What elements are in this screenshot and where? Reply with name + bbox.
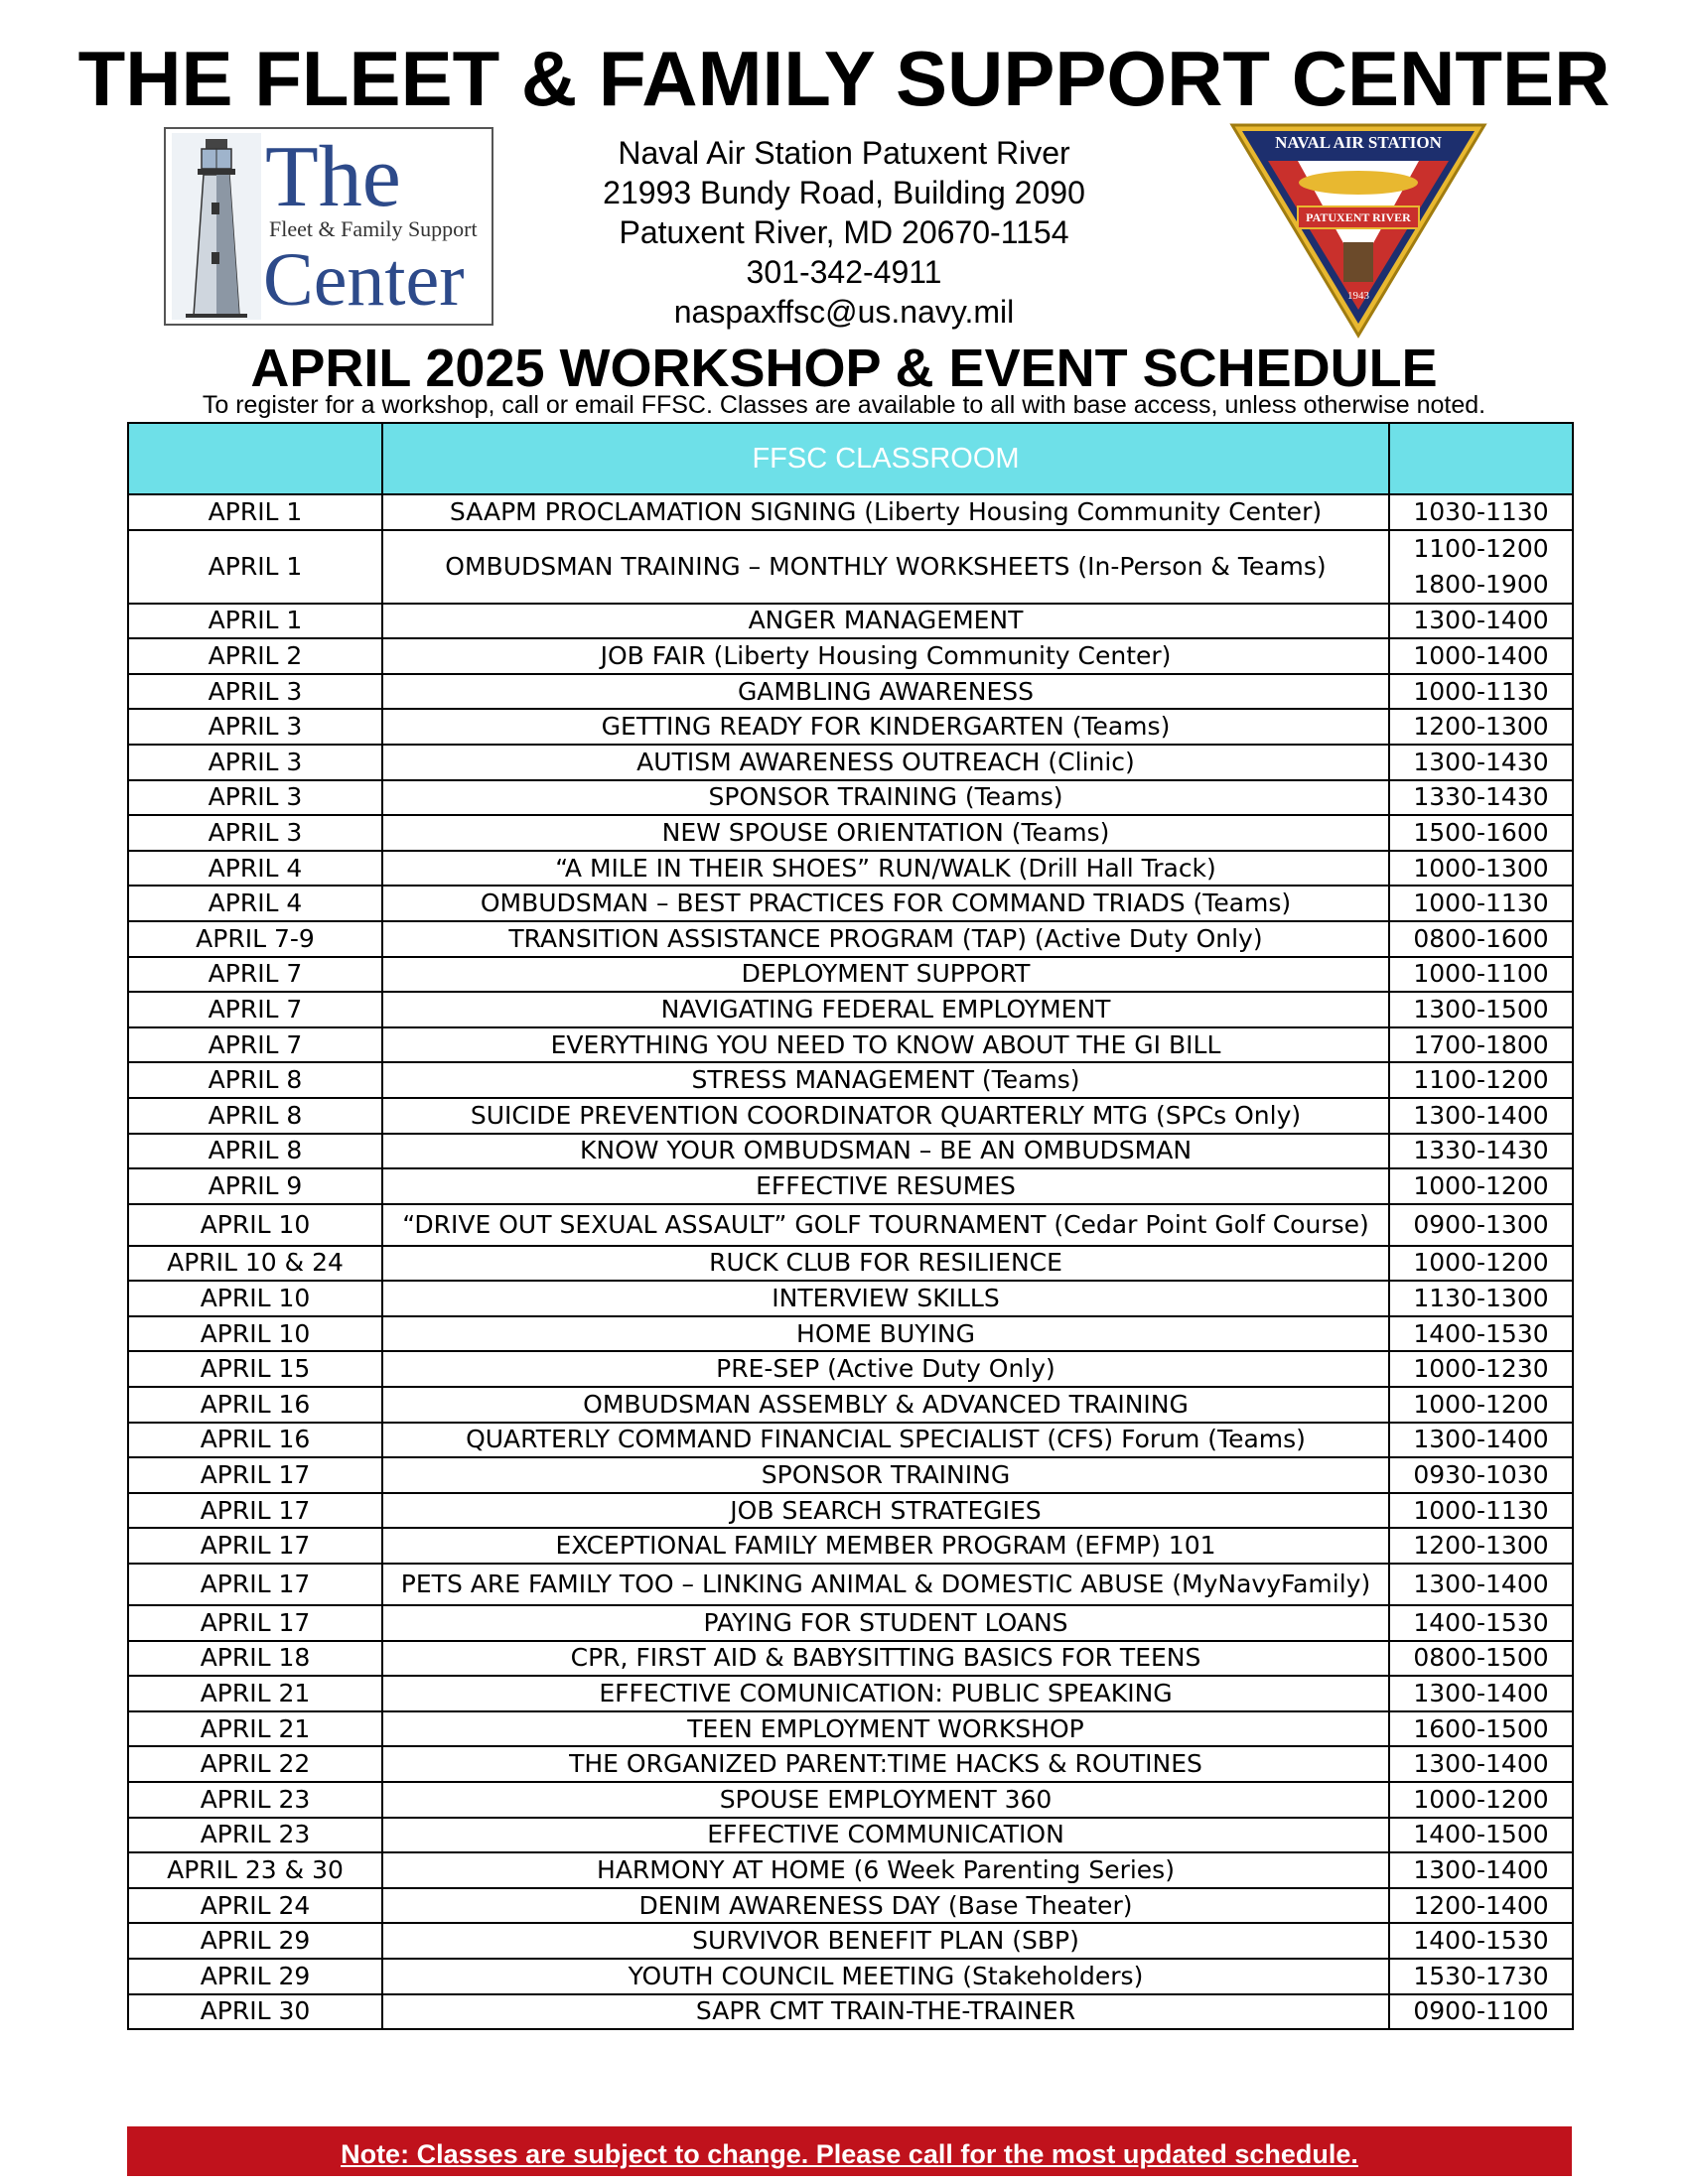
event-name: YOUTH COUNCIL MEETING (Stakeholders) bbox=[382, 1959, 1389, 1994]
event-date: APRIL 10 bbox=[128, 1281, 382, 1316]
event-name: OMBUDSMAN TRAINING – MONTHLY WORKSHEETS (In-Person & Teams) bbox=[382, 530, 1389, 604]
event-date: APRIL 17 bbox=[128, 1528, 382, 1564]
table-row bbox=[128, 780, 1573, 816]
event-time: 0900-1100 bbox=[1389, 1994, 1573, 2030]
logo-the-text: The bbox=[265, 129, 401, 225]
event-time: 0930-1030 bbox=[1389, 1457, 1573, 1493]
event-date: APRIL 29 bbox=[128, 1923, 382, 1959]
event-date: APRIL 3 bbox=[128, 709, 382, 745]
event-time: 1300-1400 bbox=[1389, 1746, 1573, 1782]
phone-number: 301-342-4911 bbox=[746, 254, 942, 290]
seal-top-text: NAVAL AIR STATION bbox=[1275, 133, 1442, 152]
event-date: APRIL 16 bbox=[128, 1387, 382, 1423]
event-time: 1000-1130 bbox=[1389, 674, 1573, 710]
event-time: 1000-1230 bbox=[1389, 1351, 1573, 1387]
event-time: 1300-1500 bbox=[1389, 992, 1573, 1027]
event-name: HOME BUYING bbox=[382, 1316, 1389, 1352]
table-row bbox=[128, 1746, 1573, 1782]
table-row bbox=[128, 1676, 1573, 1711]
event-date: APRIL 1 bbox=[128, 604, 382, 639]
table-row bbox=[128, 1641, 1573, 1677]
event-date: APRIL 30 bbox=[128, 1994, 382, 2030]
event-name: GAMBLING AWARENESS bbox=[382, 674, 1389, 710]
event-time-second: 1800-1900 bbox=[1413, 569, 1549, 599]
table-row bbox=[128, 494, 1573, 530]
event-name: JOB FAIR (Liberty Housing Community Center) bbox=[382, 638, 1389, 674]
event-time: 1200-1300 bbox=[1389, 1528, 1573, 1564]
event-time: 1400-1530 bbox=[1389, 1316, 1573, 1352]
table-row bbox=[128, 992, 1573, 1027]
event-name: HARMONY AT HOME (6 Week Parenting Series) bbox=[382, 1852, 1389, 1888]
table-row bbox=[128, 1316, 1573, 1352]
event-name: NAVIGATING FEDERAL EMPLOYMENT bbox=[382, 992, 1389, 1027]
event-time: 1100-1200 bbox=[1389, 1062, 1573, 1098]
table-row bbox=[128, 1711, 1573, 1747]
event-name: RUCK CLUB FOR RESILIENCE bbox=[382, 1246, 1389, 1282]
table-row bbox=[128, 815, 1573, 851]
event-time: 1200-1400 bbox=[1389, 1888, 1573, 1924]
table-row bbox=[128, 1351, 1573, 1387]
event-date: APRIL 15 bbox=[128, 1351, 382, 1387]
event-name: JOB SEARCH STRATEGIES bbox=[382, 1493, 1389, 1529]
event-time-first: 1100-1200 bbox=[1413, 533, 1549, 563]
event-date: APRIL 7 bbox=[128, 1027, 382, 1063]
page-title: THE FLEET & FAMILY SUPPORT CENTER bbox=[77, 35, 1611, 122]
event-time: 1600-1500 bbox=[1389, 1711, 1573, 1747]
event-time: 0800-1600 bbox=[1389, 921, 1573, 957]
event-name: SPOUSE EMPLOYMENT 360 bbox=[382, 1782, 1389, 1818]
event-date: APRIL 3 bbox=[128, 780, 382, 816]
seal-year: 1943 bbox=[1347, 290, 1369, 302]
table-row bbox=[128, 851, 1573, 887]
event-time: 1000-1130 bbox=[1389, 1493, 1573, 1529]
event-name: THE ORGANIZED PARENT:TIME HACKS & ROUTINES bbox=[382, 1746, 1389, 1782]
event-name: EFFECTIVE COMMUNICATION bbox=[382, 1818, 1389, 1853]
event-name: SAAPM PROCLAMATION SIGNING (Liberty Housing Community Center) bbox=[382, 494, 1389, 530]
table-row bbox=[128, 1818, 1573, 1853]
event-time: 1000-1400 bbox=[1389, 638, 1573, 674]
event-name: DEPLOYMENT SUPPORT bbox=[382, 957, 1389, 993]
event-date: APRIL 21 bbox=[128, 1711, 382, 1747]
event-time: 1030-1130 bbox=[1389, 494, 1573, 530]
table-row bbox=[128, 1423, 1573, 1458]
event-time: 1000-1200 bbox=[1389, 1387, 1573, 1423]
event-time: 1000-1200 bbox=[1389, 1246, 1573, 1282]
table-row bbox=[128, 1605, 1573, 1641]
event-name: NEW SPOUSE ORIENTATION (Teams) bbox=[382, 815, 1389, 851]
table-row bbox=[128, 1923, 1573, 1959]
table-header-row bbox=[128, 423, 1573, 494]
event-name: SPONSOR TRAINING (Teams) bbox=[382, 780, 1389, 816]
event-time: 1300-1400 bbox=[1389, 1852, 1573, 1888]
table-row bbox=[128, 1564, 1573, 1605]
event-name: OMBUDSMAN – BEST PRACTICES FOR COMMAND TRIADS (Teams) bbox=[382, 886, 1389, 921]
header-time-cell bbox=[1389, 423, 1573, 494]
table-row bbox=[128, 709, 1573, 745]
event-date: APRIL 10 bbox=[128, 1204, 382, 1246]
event-time: 1530-1730 bbox=[1389, 1959, 1573, 1994]
table-row bbox=[128, 1134, 1573, 1169]
event-time: 1300-1400 bbox=[1389, 604, 1573, 639]
event-name: TRANSITION ASSISTANCE PROGRAM (TAP) (Active Duty Only) bbox=[382, 921, 1389, 957]
event-time: 1300-1400 bbox=[1389, 1423, 1573, 1458]
table-row bbox=[128, 1168, 1573, 1204]
event-name: “DRIVE OUT SEXUAL ASSAULT” GOLF TOURNAMENT (Cedar Point Golf Course) bbox=[382, 1204, 1389, 1246]
table-row bbox=[128, 1493, 1573, 1529]
event-time: 1700-1800 bbox=[1389, 1027, 1573, 1063]
table-row bbox=[128, 1528, 1573, 1564]
address-line-2: 21993 Bundy Road, Building 2090 bbox=[603, 175, 1085, 210]
event-date: APRIL 23 & 30 bbox=[128, 1852, 382, 1888]
register-note: To register for a workshop, call or email FFSC. Classes are available to all with base access, unless otherwise noted. bbox=[202, 391, 1486, 419]
event-date: APRIL 8 bbox=[128, 1134, 382, 1169]
event-name: EFFECTIVE RESUMES bbox=[382, 1168, 1389, 1204]
event-date: APRIL 23 bbox=[128, 1782, 382, 1818]
schedule-table bbox=[127, 422, 1574, 2030]
event-time: 1300-1400 bbox=[1389, 1098, 1573, 1134]
event-time: 1400-1530 bbox=[1389, 1923, 1573, 1959]
event-name: SAPR CMT TRAIN-THE-TRAINER bbox=[382, 1994, 1389, 2030]
event-date: APRIL 21 bbox=[128, 1676, 382, 1711]
event-name: SUICIDE PREVENTION COORDINATOR QUARTERLY MTG (SPCs Only) bbox=[382, 1098, 1389, 1134]
event-date: APRIL 1 bbox=[128, 494, 382, 530]
event-name: PRE-SEP (Active Duty Only) bbox=[382, 1351, 1389, 1387]
event-date: APRIL 3 bbox=[128, 745, 382, 780]
table-row bbox=[128, 921, 1573, 957]
event-date: APRIL 16 bbox=[128, 1423, 382, 1458]
ffsc-logo bbox=[164, 127, 493, 326]
event-date: APRIL 7-9 bbox=[128, 921, 382, 957]
table-row bbox=[128, 1994, 1573, 2030]
table-row bbox=[128, 886, 1573, 921]
event-name: KNOW YOUR OMBUDSMAN – BE AN OMBUDSMAN bbox=[382, 1134, 1389, 1169]
schedule-title: APRIL 2025 WORKSHOP & EVENT SCHEDULE bbox=[250, 339, 1438, 398]
event-date: APRIL 9 bbox=[128, 1168, 382, 1204]
event-date: APRIL 1 bbox=[128, 530, 382, 604]
event-date: APRIL 17 bbox=[128, 1605, 382, 1641]
seal-banner-text: PATUXENT RIVER bbox=[1306, 210, 1411, 224]
event-name: AUTISM AWARENESS OUTREACH (Clinic) bbox=[382, 745, 1389, 780]
table-row bbox=[128, 674, 1573, 710]
event-time: 0900-1300 bbox=[1389, 1204, 1573, 1246]
schedule-body bbox=[128, 494, 1573, 2029]
event-name: PETS ARE FAMILY TOO – LINKING ANIMAL & DOMESTIC ABUSE (MyNavyFamily) bbox=[382, 1564, 1389, 1605]
event-name: ANGER MANAGEMENT bbox=[382, 604, 1389, 639]
table-row bbox=[128, 1246, 1573, 1282]
event-name: GETTING READY FOR KINDERGARTEN (Teams) bbox=[382, 709, 1389, 745]
email-address: naspaxffsc@us.navy.mil bbox=[673, 294, 1015, 330]
event-date: APRIL 29 bbox=[128, 1959, 382, 1994]
header-classroom-cell: FFSC CLASSROOM bbox=[382, 423, 1389, 494]
event-name: DENIM AWARENESS DAY (Base Theater) bbox=[382, 1888, 1389, 1924]
event-date: APRIL 23 bbox=[128, 1818, 382, 1853]
lighthouse-icon bbox=[172, 133, 261, 320]
event-date: APRIL 4 bbox=[128, 886, 382, 921]
table-row bbox=[128, 1888, 1573, 1924]
event-date: APRIL 8 bbox=[128, 1062, 382, 1098]
table-row bbox=[128, 1062, 1573, 1098]
event-name: SURVIVOR BENEFIT PLAN (SBP) bbox=[382, 1923, 1389, 1959]
logo-center-text: Center bbox=[263, 238, 465, 322]
event-date: APRIL 3 bbox=[128, 674, 382, 710]
event-date: APRIL 18 bbox=[128, 1641, 382, 1677]
event-time: 0800-1500 bbox=[1389, 1641, 1573, 1677]
table-row bbox=[128, 1387, 1573, 1423]
table-row bbox=[128, 957, 1573, 993]
event-time: 1300-1430 bbox=[1389, 745, 1573, 780]
event-time: 1000-1300 bbox=[1389, 851, 1573, 887]
event-time: 1400-1500 bbox=[1389, 1818, 1573, 1853]
event-name: EXCEPTIONAL FAMILY MEMBER PROGRAM (EFMP) 101 bbox=[382, 1528, 1389, 1564]
event-name: CPR, FIRST AID & BABYSITTING BASICS FOR TEENS bbox=[382, 1641, 1389, 1677]
event-date: APRIL 10 & 24 bbox=[128, 1246, 382, 1282]
event-date: APRIL 22 bbox=[128, 1746, 382, 1782]
event-date: APRIL 7 bbox=[128, 992, 382, 1027]
event-name: OMBUDSMAN ASSEMBLY & ADVANCED TRAINING bbox=[382, 1387, 1389, 1423]
event-name: INTERVIEW SKILLS bbox=[382, 1281, 1389, 1316]
event-date: APRIL 17 bbox=[128, 1493, 382, 1529]
event-date: APRIL 17 bbox=[128, 1457, 382, 1493]
event-time: 1300-1400 bbox=[1389, 1564, 1573, 1605]
event-name: QUARTERLY COMMAND FINANCIAL SPECIALIST (CFS) Forum (Teams) bbox=[382, 1423, 1389, 1458]
table-row bbox=[128, 1782, 1573, 1818]
event-time: 1130-1300 bbox=[1389, 1281, 1573, 1316]
address-block bbox=[516, 133, 1172, 332]
event-name: EFFECTIVE COMUNICATION: PUBLIC SPEAKING bbox=[382, 1676, 1389, 1711]
table-row bbox=[128, 1457, 1573, 1493]
table-row bbox=[128, 745, 1573, 780]
table-row bbox=[128, 638, 1573, 674]
event-date: APRIL 2 bbox=[128, 638, 382, 674]
table-row bbox=[128, 530, 1573, 604]
event-time: 1330-1430 bbox=[1389, 780, 1573, 816]
nas-seal bbox=[1228, 121, 1488, 340]
event-date: APRIL 4 bbox=[128, 851, 382, 887]
table-row bbox=[128, 1281, 1573, 1316]
naval-air-station-seal-icon bbox=[1228, 121, 1488, 340]
table-row bbox=[128, 1098, 1573, 1134]
event-time: 1200-1300 bbox=[1389, 709, 1573, 745]
event-time: 1500-1600 bbox=[1389, 815, 1573, 851]
event-name: EVERYTHING YOU NEED TO KNOW ABOUT THE GI BILL bbox=[382, 1027, 1389, 1063]
event-time bbox=[1389, 530, 1573, 604]
table-row bbox=[128, 1852, 1573, 1888]
header-date-cell bbox=[128, 423, 382, 494]
footer-note: Note: Classes are subject to change. Please call for the most updated schedule. bbox=[127, 2126, 1572, 2176]
event-time: 1000-1200 bbox=[1389, 1168, 1573, 1204]
event-name: “A MILE IN THEIR SHOES” RUN/WALK (Drill Hall Track) bbox=[382, 851, 1389, 887]
event-date: APRIL 8 bbox=[128, 1098, 382, 1134]
table-row bbox=[128, 1027, 1573, 1063]
event-time: 1000-1100 bbox=[1389, 957, 1573, 993]
event-date: APRIL 3 bbox=[128, 815, 382, 851]
event-time: 1400-1530 bbox=[1389, 1605, 1573, 1641]
table-row bbox=[128, 1959, 1573, 1994]
table-row bbox=[128, 604, 1573, 639]
logo-subtitle: Fleet & Family Support bbox=[269, 216, 478, 241]
address-line-3: Patuxent River, MD 20670-1154 bbox=[619, 214, 1069, 250]
event-date: APRIL 7 bbox=[128, 957, 382, 993]
event-name: STRESS MANAGEMENT (Teams) bbox=[382, 1062, 1389, 1098]
table-row bbox=[128, 1204, 1573, 1246]
address-line-1: Naval Air Station Patuxent River bbox=[618, 135, 1070, 171]
event-time: 1300-1400 bbox=[1389, 1676, 1573, 1711]
event-name: TEEN EMPLOYMENT WORKSHOP bbox=[382, 1711, 1389, 1747]
event-time: 1000-1200 bbox=[1389, 1782, 1573, 1818]
event-date: APRIL 17 bbox=[128, 1564, 382, 1605]
event-date: APRIL 10 bbox=[128, 1316, 382, 1352]
event-name: SPONSOR TRAINING bbox=[382, 1457, 1389, 1493]
event-name: PAYING FOR STUDENT LOANS bbox=[382, 1605, 1389, 1641]
event-date: APRIL 24 bbox=[128, 1888, 382, 1924]
event-time: 1000-1130 bbox=[1389, 886, 1573, 921]
event-time: 1330-1430 bbox=[1389, 1134, 1573, 1169]
